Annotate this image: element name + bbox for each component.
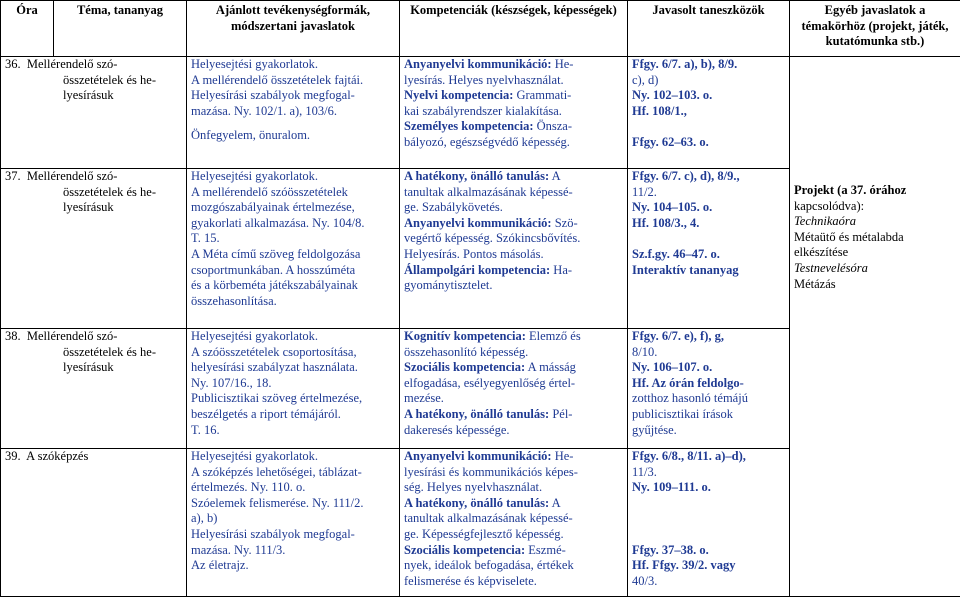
ajanlott-line: T. 16. [191, 422, 220, 437]
kompetencia-line [404, 278, 623, 294]
eszkoz-line: 8/10. [632, 344, 658, 359]
egyeb-line: Métaütő és métalabda [794, 229, 904, 244]
kompetencia-line [404, 360, 623, 376]
ajanlott-line: mozgószabályainak értelmezése, [191, 200, 355, 215]
ajanlott-line: A mellérendelő szóösszetételek [191, 184, 348, 199]
kompetencia-line [404, 465, 623, 481]
kompetencia-cell [400, 57, 628, 169]
kompetencia-label: Szociális kompetencia: [404, 360, 526, 375]
tema-line: 39. A szóképzés [5, 449, 89, 463]
kompetencia-text: felismerése és képviselete. [404, 573, 537, 588]
kompetencia-label: Személyes kompetencia: [404, 119, 534, 134]
ajanlott-line: Helyesejtési gyakorlatok. [191, 57, 319, 71]
eszkoz-line: c), d) [632, 72, 659, 87]
ajanlott-line: mazása. Ny. 102/1. a), 103/6. [191, 103, 338, 118]
kompetencia-line [404, 135, 623, 151]
kompetencia-line [404, 88, 623, 104]
tema-line: 36. Mellérendelő szó- [5, 57, 118, 71]
eszkoz-line: Ffgy. 6/7. a), b), 8/9. [632, 57, 738, 71]
egyeb-line: kapcsolódva): [794, 198, 865, 213]
tema-line: összetételek és he- [63, 72, 157, 87]
ajanlott-cell [187, 57, 400, 169]
header-row [1, 1, 960, 57]
eszkoz-line: Hf. 108/1., [632, 103, 687, 118]
eszkoz-line: publicisztikai írások [632, 406, 734, 421]
ajanlott-line: a), b) [191, 511, 218, 526]
ajanlott-line: A mellérendelő összetételek fajtái. [191, 72, 364, 87]
kompetencia-label: Kognitív kompetencia: [404, 329, 526, 343]
tema-cell [1, 57, 187, 169]
eszkoz-line: Interaktív tananyag [632, 262, 739, 277]
kompetencia-text: tanultak alkalmazásának képessé- [404, 511, 573, 526]
kompetencia-line [404, 104, 623, 120]
kompetencia-text: ge. Képességfejlesztő képesség. [404, 526, 564, 541]
kompetencia-text: He- [551, 57, 574, 71]
ajanlott-line: T. 15. [191, 231, 220, 246]
kompetencia-line [404, 391, 623, 407]
eszkoz-cell [628, 169, 790, 329]
kompetencia-text: Önsza- [533, 119, 573, 134]
eszkoz-line: Ny. 109–111. o. [632, 480, 711, 495]
ajanlott-line: Helyesírási szabályok megfogal- [191, 526, 355, 541]
ajanlott-line: és a körbeméta játékszabályainak [191, 278, 358, 293]
kompetencia-text: összehasonlító képesség. [404, 344, 529, 359]
ajanlott-line: A Méta című szöveg feldolgozása [191, 246, 361, 261]
kompetencia-text: dakeresés képessége. [404, 422, 510, 437]
eszkoz-line: Ny. 104–105. o. [632, 200, 713, 215]
kompetencia-label: Anyanyelvi kommunikáció: [404, 215, 552, 230]
kompetencia-text: Szö- [551, 215, 578, 230]
eszkoz-line: 11/3. [632, 464, 657, 479]
ajanlott-line: gyakorlati alkalmazása. Ny. 104/8. [191, 215, 365, 230]
kompetencia-text: Eszmé- [525, 542, 566, 557]
kompetencia-text: A [549, 495, 561, 510]
header-tema: Téma, tananyag [54, 1, 187, 57]
kompetencia-line [404, 57, 623, 73]
kompetencia-text: ge. Szabálykövetés. [404, 200, 503, 215]
kompetencia-line [404, 407, 623, 423]
ajanlott-line: Helyesejtési gyakorlatok. [191, 449, 319, 463]
header-kompetenciak: Kompetenciák (készségek, képességek) [400, 1, 628, 57]
eszkoz-cell [628, 449, 790, 597]
kompetencia-line [404, 247, 623, 263]
kompetencia-cell [400, 169, 628, 329]
kompetencia-line [404, 73, 623, 89]
kompetencia-text: elfogadása, esélyegyenlőség értel- [404, 375, 576, 390]
kompetencia-text: bályozó, egészségvédő képesség. [404, 134, 570, 149]
kompetencia-text: He- [551, 449, 574, 463]
header-eszkozok: Javasolt taneszközök [628, 1, 790, 57]
eszkoz-line: Ny. 102–103. o. [632, 88, 713, 103]
eszkoz-line [632, 511, 785, 527]
eszkoz-line: Sz.f.gy. 46–47. o. [632, 246, 720, 261]
kompetencia-line [404, 119, 623, 135]
kompetencia-line [404, 527, 623, 543]
eszkoz-line: 40/3. [632, 573, 658, 588]
eszkoz-line: Ffgy. 6/7. e), f), g, [632, 329, 724, 343]
kompetencia-label: A hatékony, önálló tanulás: [404, 406, 550, 421]
kompetencia-label: Szociális kompetencia: [404, 542, 526, 557]
ajanlott-line: helyesírási szabályzat használata. [191, 360, 358, 375]
ajanlott-line: Helyesírási szabályok megfogal- [191, 88, 355, 103]
ajanlott-line: beszélgetés a riport témájáról. [191, 406, 341, 421]
eszkoz-line: Ffgy. 62–63. o. [632, 134, 709, 149]
table-row [1, 57, 960, 169]
egyeb-cell [790, 57, 960, 597]
kompetencia-label: Anyanyelvi kommunikáció: [404, 449, 552, 463]
tema-line: 37. Mellérendelő szó- [5, 169, 118, 183]
eszkoz-line: Ffgy. 6/7. c), d), 8/9., [632, 169, 740, 183]
eszkoz-line: Ffgy. 37–38. o. [632, 542, 709, 557]
kompetencia-text: lyesírás. Helyes nyelvhasználat. [404, 72, 564, 87]
kompetencia-text: gyománytisztelet. [404, 278, 493, 293]
eszkoz-line [632, 527, 785, 543]
kompetencia-label: Állampolgári kompetencia: [404, 262, 551, 277]
ajanlott-line: csoportmunkában. A hosszúméta [191, 262, 356, 277]
eszkoz-line: Ny. 106–107. o. [632, 360, 713, 375]
kompetencia-text: ség. Helyes nyelvhasználat. [404, 480, 543, 495]
tema-line: lyesírásuk [63, 360, 114, 375]
tema-line: lyesírásuk [63, 200, 114, 215]
tema-cell [1, 169, 187, 329]
ajanlott-line: Ny. 107/16., 18. [191, 375, 272, 390]
header-ora: Óra [1, 1, 54, 57]
kompetencia-text: Helyesírás. Pontos másolás. [404, 246, 544, 261]
tema-cell [1, 329, 187, 449]
ajanlott-cell [187, 169, 400, 329]
egyeb-line: Projekt (a 37. órához [794, 183, 907, 197]
kompetencia-line [404, 574, 623, 590]
kompetencia-line [404, 558, 623, 574]
eszkoz-line: Hf. 108/3., 4. [632, 215, 700, 230]
kompetencia-line [404, 345, 623, 361]
kompetencia-line [404, 496, 623, 512]
ajanlott-line: értelmezés. Ny. 110. o. [191, 480, 306, 495]
ajanlott-line: Helyesejtési gyakorlatok. [191, 169, 319, 183]
kompetencia-text: mezése. [404, 391, 444, 406]
tema-line: összetételek és he- [63, 344, 157, 359]
egyeb-line: Technikaóra [794, 214, 857, 229]
ajanlott-line: Önfegyelem, önuralom. [191, 128, 311, 143]
egyeb-line: Métázás [794, 276, 836, 291]
eszkoz-line [632, 119, 785, 135]
ajanlott-line: A szóösszetételek csoportosítása, [191, 344, 357, 359]
kompetencia-text: A [549, 169, 561, 183]
kompetencia-text: tanultak alkalmazásának képessé- [404, 184, 573, 199]
ajanlott-line: mazása. Ny. 111/3. [191, 542, 286, 557]
kompetencia-text: nyek, ideálok befogadása, értékek [404, 558, 574, 573]
tema-line: lyesírásuk [63, 88, 114, 103]
ajanlott-line: A szóképzés lehetőségei, táblázat- [191, 464, 362, 479]
eszkoz-line [632, 496, 785, 512]
eszkoz-cell [628, 57, 790, 169]
ajanlott-line: Helyesejtési gyakorlatok. [191, 329, 319, 343]
eszkoz-cell [628, 329, 790, 449]
ajanlott-cell [187, 449, 400, 597]
kompetencia-label: Anyanyelvi kommunikáció: [404, 57, 552, 71]
egyeb-line: Testnevelésóra [794, 260, 868, 275]
header-ajanlott: Ajánlott tevékenységformák, módszertani javaslatok [187, 1, 400, 57]
kompetencia-text: lyesírási és kommunikációs képes- [404, 464, 578, 479]
kompetencia-cell [400, 329, 628, 449]
kompetencia-line [404, 511, 623, 527]
kompetencia-line [404, 423, 623, 439]
eszkoz-line: Ffgy. 6/8., 8/11. a)–d), [632, 449, 746, 463]
kompetencia-text: kai szabályrendszer kialakítása. [404, 103, 562, 118]
egyeb-line: elkészítése [794, 245, 849, 260]
kompetencia-line [404, 543, 623, 559]
kompetencia-label: Nyelvi kompetencia: [404, 88, 514, 103]
eszkoz-line [632, 231, 785, 247]
ajanlott-line: Az életrajz. [191, 558, 249, 573]
kompetencia-line [404, 376, 623, 392]
eszkoz-line: Hf. Az órán feldolgo- [632, 375, 744, 390]
kompetencia-line [404, 329, 623, 345]
ajanlott-cell [187, 329, 400, 449]
kompetencia-text: Ha- [550, 262, 573, 277]
kompetencia-line [404, 449, 623, 465]
header-egyeb: Egyéb javaslatok a témakörhöz (projekt, játék, kutatómunka stb.) [790, 1, 960, 57]
eszkoz-line: Hf. Ffgy. 39/2. vagy [632, 558, 736, 573]
ajanlott-line: összehasonlítása. [191, 293, 277, 308]
kompetencia-text: vegértő képesség. Szókincsbővítés. [404, 231, 581, 246]
ajanlott-line [191, 119, 395, 128]
tema-cell [1, 449, 187, 597]
kompetencia-text: Elemző és [525, 329, 581, 343]
eszkoz-line: gyűjtése. [632, 422, 677, 437]
tema-line: összetételek és he- [63, 184, 157, 199]
ajanlott-line: Publicisztikai szöveg értelmezése, [191, 391, 363, 406]
kompetencia-text: A másság [525, 360, 576, 375]
kompetencia-line [404, 169, 623, 185]
ajanlott-line: Szóelemek felismerése. Ny. 111/2. [191, 495, 364, 510]
kompetencia-line [404, 263, 623, 279]
kompetencia-label: A hatékony, önálló tanulás: [404, 495, 550, 510]
kompetencia-text: Grammati- [513, 88, 572, 103]
kompetencia-line [404, 480, 623, 496]
eszkoz-line: 11/2. [632, 184, 657, 199]
kompetencia-line [404, 231, 623, 247]
kompetencia-cell [400, 449, 628, 597]
kompetencia-text: Pél- [549, 406, 573, 421]
kompetencia-label: A hatékony, önálló tanulás: [404, 169, 550, 183]
eszkoz-line: zotthoz hasonló témájú [632, 391, 748, 406]
kompetencia-line [404, 216, 623, 232]
kompetencia-line [404, 185, 623, 201]
kompetencia-line [404, 200, 623, 216]
tema-line: 38. Mellérendelő szó- [5, 329, 118, 343]
